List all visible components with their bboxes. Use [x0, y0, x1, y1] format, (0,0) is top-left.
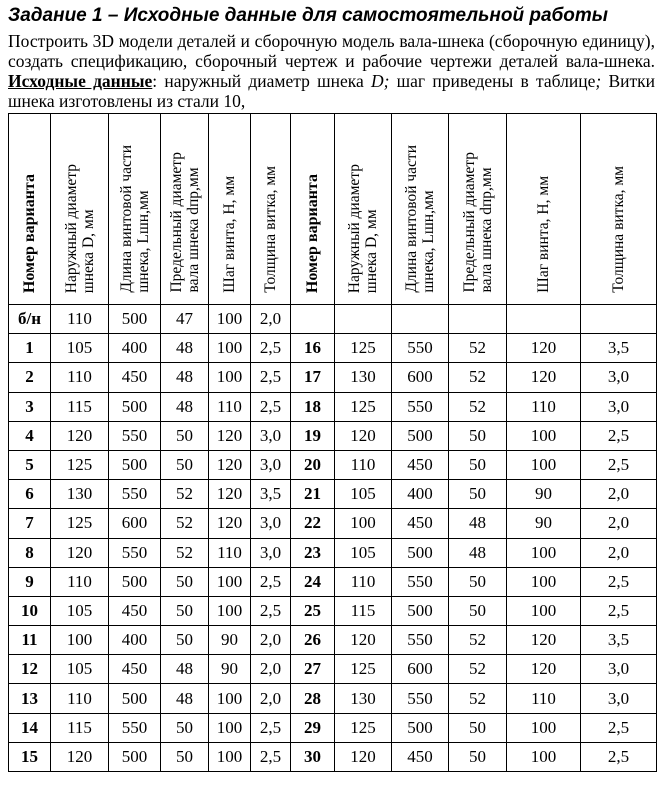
value-cell: 100 [209, 713, 251, 742]
value-cell: 125 [51, 450, 109, 479]
header-step-right: Шаг винта, H, мм [507, 114, 581, 305]
value-cell: 2,5 [581, 567, 657, 596]
variant-number-cell: 18 [291, 392, 335, 421]
value-cell: 3,0 [581, 684, 657, 713]
value-cell: 120 [51, 742, 109, 771]
value-cell: 550 [392, 392, 449, 421]
intro-bold-label: Исходные данные [8, 71, 153, 91]
value-cell: 2,5 [581, 713, 657, 742]
value-cell: 52 [449, 334, 507, 363]
value-cell: 115 [51, 392, 109, 421]
value-cell: 450 [392, 450, 449, 479]
variant-number-cell: 11 [9, 626, 51, 655]
value-cell: 120 [51, 421, 109, 450]
value-cell: 50 [161, 596, 209, 625]
variant-number-cell: 14 [9, 713, 51, 742]
table-row [9, 421, 657, 450]
variant-number-cell: 5 [9, 450, 51, 479]
value-cell: 50 [161, 450, 209, 479]
value-cell: 2,5 [251, 392, 291, 421]
table-row [9, 305, 657, 334]
variant-number-cell: 1 [9, 334, 51, 363]
table-row [9, 363, 657, 392]
value-cell: 105 [335, 538, 392, 567]
intro-paragraph [8, 31, 655, 111]
variant-number-cell: 23 [291, 538, 335, 567]
value-cell: 100 [209, 596, 251, 625]
variant-number-cell: 26 [291, 626, 335, 655]
value-cell: 48 [161, 684, 209, 713]
value-cell: 50 [161, 626, 209, 655]
value-cell: 100 [507, 596, 581, 625]
header-length-left: Длина винтовой части шнека, Lшн,мм [109, 114, 161, 305]
value-cell [449, 305, 507, 334]
value-cell: 3,0 [251, 509, 291, 538]
value-cell: 52 [449, 363, 507, 392]
value-cell: 100 [335, 509, 392, 538]
variant-number-cell: б/н [9, 305, 51, 334]
intro-semicolon: ; [595, 71, 602, 91]
variant-number-cell: 24 [291, 567, 335, 596]
value-cell: 110 [507, 392, 581, 421]
value-cell: 450 [392, 742, 449, 771]
value-cell: 550 [109, 421, 161, 450]
value-cell: 600 [109, 509, 161, 538]
page-title: Задание 1 – Исходные данные для самостоятельной работы [8, 5, 609, 26]
table-row [9, 626, 657, 655]
value-cell: 90 [209, 626, 251, 655]
table-row [9, 713, 657, 742]
value-cell: 52 [449, 655, 507, 684]
value-cell: 2,5 [581, 596, 657, 625]
variant-number-cell: 28 [291, 684, 335, 713]
value-cell: 110 [209, 538, 251, 567]
value-cell: 2,5 [581, 450, 657, 479]
variant-number-cell: 9 [9, 567, 51, 596]
value-cell [392, 305, 449, 334]
value-cell: 120 [507, 363, 581, 392]
value-cell: 500 [109, 684, 161, 713]
value-cell: 2,0 [581, 538, 657, 567]
table-row [9, 742, 657, 771]
value-cell: 500 [392, 596, 449, 625]
value-cell: 500 [392, 713, 449, 742]
value-cell: 125 [335, 713, 392, 742]
value-cell: 2,5 [251, 334, 291, 363]
header-diameter-right: Наружный диаметр шнека D, мм [335, 114, 392, 305]
value-cell: 100 [209, 363, 251, 392]
value-cell [335, 305, 392, 334]
value-cell: 48 [161, 334, 209, 363]
variants-table [8, 113, 657, 772]
header-row [9, 114, 657, 305]
value-cell: 120 [51, 538, 109, 567]
value-cell: 115 [51, 713, 109, 742]
value-cell: 3,0 [581, 655, 657, 684]
value-cell: 115 [335, 596, 392, 625]
header-thickness-right: Толщина витка, мм [581, 114, 657, 305]
value-cell: 52 [449, 626, 507, 655]
value-cell: 550 [109, 538, 161, 567]
value-cell: 2,5 [251, 567, 291, 596]
value-cell: 100 [507, 713, 581, 742]
table-body [9, 305, 657, 772]
value-cell: 48 [161, 363, 209, 392]
value-cell: 100 [507, 567, 581, 596]
value-cell: 100 [507, 538, 581, 567]
variant-number-cell: 13 [9, 684, 51, 713]
value-cell: 600 [392, 363, 449, 392]
variant-number-cell: 21 [291, 480, 335, 509]
value-cell: 400 [109, 626, 161, 655]
value-cell: 110 [507, 684, 581, 713]
value-cell: 100 [51, 626, 109, 655]
header-limit-right: Предельный диаметр вала шнека dпр,мм [449, 114, 507, 305]
value-cell: 50 [161, 713, 209, 742]
value-cell: 2,0 [251, 305, 291, 334]
value-cell: 120 [507, 334, 581, 363]
value-cell: 110 [51, 684, 109, 713]
variant-number-cell: 19 [291, 421, 335, 450]
value-cell: 125 [335, 334, 392, 363]
variant-number-cell: 6 [9, 480, 51, 509]
value-cell: 125 [51, 509, 109, 538]
value-cell: 50 [449, 713, 507, 742]
value-cell: 500 [109, 450, 161, 479]
variant-number-cell: 4 [9, 421, 51, 450]
value-cell: 500 [109, 742, 161, 771]
value-cell: 50 [161, 742, 209, 771]
value-cell: 3,5 [581, 334, 657, 363]
table-row [9, 509, 657, 538]
value-cell: 120 [209, 480, 251, 509]
value-cell: 120 [209, 509, 251, 538]
header-diameter-left: Наружный диаметр шнека D, мм [51, 114, 109, 305]
value-cell: 125 [335, 392, 392, 421]
value-cell: 450 [392, 509, 449, 538]
value-cell: 50 [449, 567, 507, 596]
value-cell: 110 [51, 305, 109, 334]
value-cell: 3,0 [251, 538, 291, 567]
value-cell: 3,0 [581, 363, 657, 392]
value-cell: 2,0 [251, 684, 291, 713]
variant-number-cell: 20 [291, 450, 335, 479]
value-cell: 50 [449, 480, 507, 509]
variant-number-cell: 16 [291, 334, 335, 363]
value-cell: 450 [109, 655, 161, 684]
value-cell: 125 [335, 655, 392, 684]
value-cell: 105 [51, 655, 109, 684]
value-cell: 50 [449, 596, 507, 625]
value-cell: 50 [161, 421, 209, 450]
value-cell: 50 [449, 742, 507, 771]
variant-number-cell: 22 [291, 509, 335, 538]
value-cell [581, 305, 657, 334]
value-cell: 2,5 [251, 742, 291, 771]
value-cell: 450 [109, 363, 161, 392]
value-cell: 47 [161, 305, 209, 334]
value-cell: 120 [335, 626, 392, 655]
variant-number-cell: 3 [9, 392, 51, 421]
intro-text-3: шаг приведены в таблице [389, 71, 596, 91]
value-cell: 50 [449, 450, 507, 479]
variant-number-cell: 25 [291, 596, 335, 625]
value-cell: 2,0 [251, 655, 291, 684]
header-limit-left: Предельный диаметр вала шнека dпр,мм [161, 114, 209, 305]
value-cell: 105 [335, 480, 392, 509]
value-cell: 110 [335, 567, 392, 596]
value-cell: 400 [109, 334, 161, 363]
value-cell: 500 [392, 421, 449, 450]
value-cell: 2,5 [251, 596, 291, 625]
value-cell: 48 [449, 538, 507, 567]
table-row [9, 480, 657, 509]
value-cell: 3,0 [581, 392, 657, 421]
value-cell: 2,5 [251, 713, 291, 742]
value-cell: 100 [507, 450, 581, 479]
value-cell: 550 [109, 713, 161, 742]
value-cell: 450 [109, 596, 161, 625]
value-cell: 48 [449, 509, 507, 538]
value-cell: 120 [335, 421, 392, 450]
value-cell: 110 [51, 567, 109, 596]
intro-text-1: Построить 3D модели деталей и сборочную модель вала-шнека (сборочную единицу), создать спецификацию, сборочный чертеж и рабочие чертежи деталей вала-шнека. [8, 31, 655, 71]
header-thickness-left: Толщина витка, мм [251, 114, 291, 305]
value-cell: 550 [109, 480, 161, 509]
value-cell: 48 [161, 655, 209, 684]
value-cell: 120 [209, 450, 251, 479]
table-row [9, 567, 657, 596]
value-cell: 130 [335, 363, 392, 392]
value-cell: 100 [209, 334, 251, 363]
header-variant-left: Номер варианта [9, 114, 51, 305]
value-cell: 550 [392, 626, 449, 655]
value-cell: 110 [209, 392, 251, 421]
intro-d-symbol: D; [370, 71, 390, 91]
value-cell: 3,5 [251, 480, 291, 509]
table-row [9, 684, 657, 713]
value-cell: 120 [507, 626, 581, 655]
value-cell: 120 [507, 655, 581, 684]
variant-number-cell: 2 [9, 363, 51, 392]
value-cell: 550 [392, 334, 449, 363]
value-cell: 2,5 [581, 421, 657, 450]
table-row [9, 334, 657, 363]
value-cell: 52 [449, 392, 507, 421]
value-cell: 105 [51, 596, 109, 625]
value-cell: 100 [507, 742, 581, 771]
value-cell: 400 [392, 480, 449, 509]
value-cell: 550 [392, 567, 449, 596]
variant-number-cell: 30 [291, 742, 335, 771]
value-cell: 130 [335, 684, 392, 713]
variant-number-cell: 12 [9, 655, 51, 684]
value-cell: 48 [161, 392, 209, 421]
value-cell: 52 [161, 509, 209, 538]
variant-number-cell: 7 [9, 509, 51, 538]
intro-text-4: Витки шнека изготовлены из стали 10, [8, 71, 656, 111]
variant-number-cell: 8 [9, 538, 51, 567]
intro-text-2: : наружный диаметр шнека [152, 71, 371, 91]
table-row [9, 450, 657, 479]
value-cell: 110 [51, 363, 109, 392]
table-row [9, 538, 657, 567]
value-cell: 90 [507, 509, 581, 538]
value-cell: 500 [392, 538, 449, 567]
value-cell: 52 [161, 538, 209, 567]
value-cell: 2,5 [251, 363, 291, 392]
value-cell: 3,5 [581, 626, 657, 655]
value-cell: 3,0 [251, 450, 291, 479]
value-cell: 100 [209, 742, 251, 771]
header-variant-right: Номер варианта [291, 114, 335, 305]
value-cell: 2,0 [251, 626, 291, 655]
value-cell: 500 [109, 567, 161, 596]
value-cell: 100 [209, 567, 251, 596]
value-cell: 50 [161, 567, 209, 596]
header-step-left: Шаг винта, H, мм [209, 114, 251, 305]
value-cell: 50 [449, 421, 507, 450]
variant-number-cell: 27 [291, 655, 335, 684]
value-cell: 110 [335, 450, 392, 479]
variant-number-cell: 29 [291, 713, 335, 742]
value-cell: 2,0 [581, 509, 657, 538]
value-cell: 52 [161, 480, 209, 509]
value-cell: 600 [392, 655, 449, 684]
value-cell: 130 [51, 480, 109, 509]
value-cell: 3,0 [251, 421, 291, 450]
variant-number-cell [291, 305, 335, 334]
value-cell: 120 [209, 421, 251, 450]
value-cell: 2,5 [581, 742, 657, 771]
variant-number-cell: 17 [291, 363, 335, 392]
value-cell: 120 [335, 742, 392, 771]
value-cell: 90 [507, 480, 581, 509]
value-cell: 2,0 [581, 480, 657, 509]
table-row [9, 596, 657, 625]
value-cell: 100 [507, 421, 581, 450]
value-cell: 105 [51, 334, 109, 363]
value-cell: 100 [209, 684, 251, 713]
table-row [9, 655, 657, 684]
table-row [9, 392, 657, 421]
variant-number-cell: 15 [9, 742, 51, 771]
value-cell: 90 [209, 655, 251, 684]
value-cell [507, 305, 581, 334]
variant-number-cell: 10 [9, 596, 51, 625]
header-length-right: Длина винтовой части шнека, Lшн,мм [392, 114, 449, 305]
value-cell: 100 [209, 305, 251, 334]
value-cell: 500 [109, 392, 161, 421]
value-cell: 500 [109, 305, 161, 334]
value-cell: 52 [449, 684, 507, 713]
value-cell: 550 [392, 684, 449, 713]
